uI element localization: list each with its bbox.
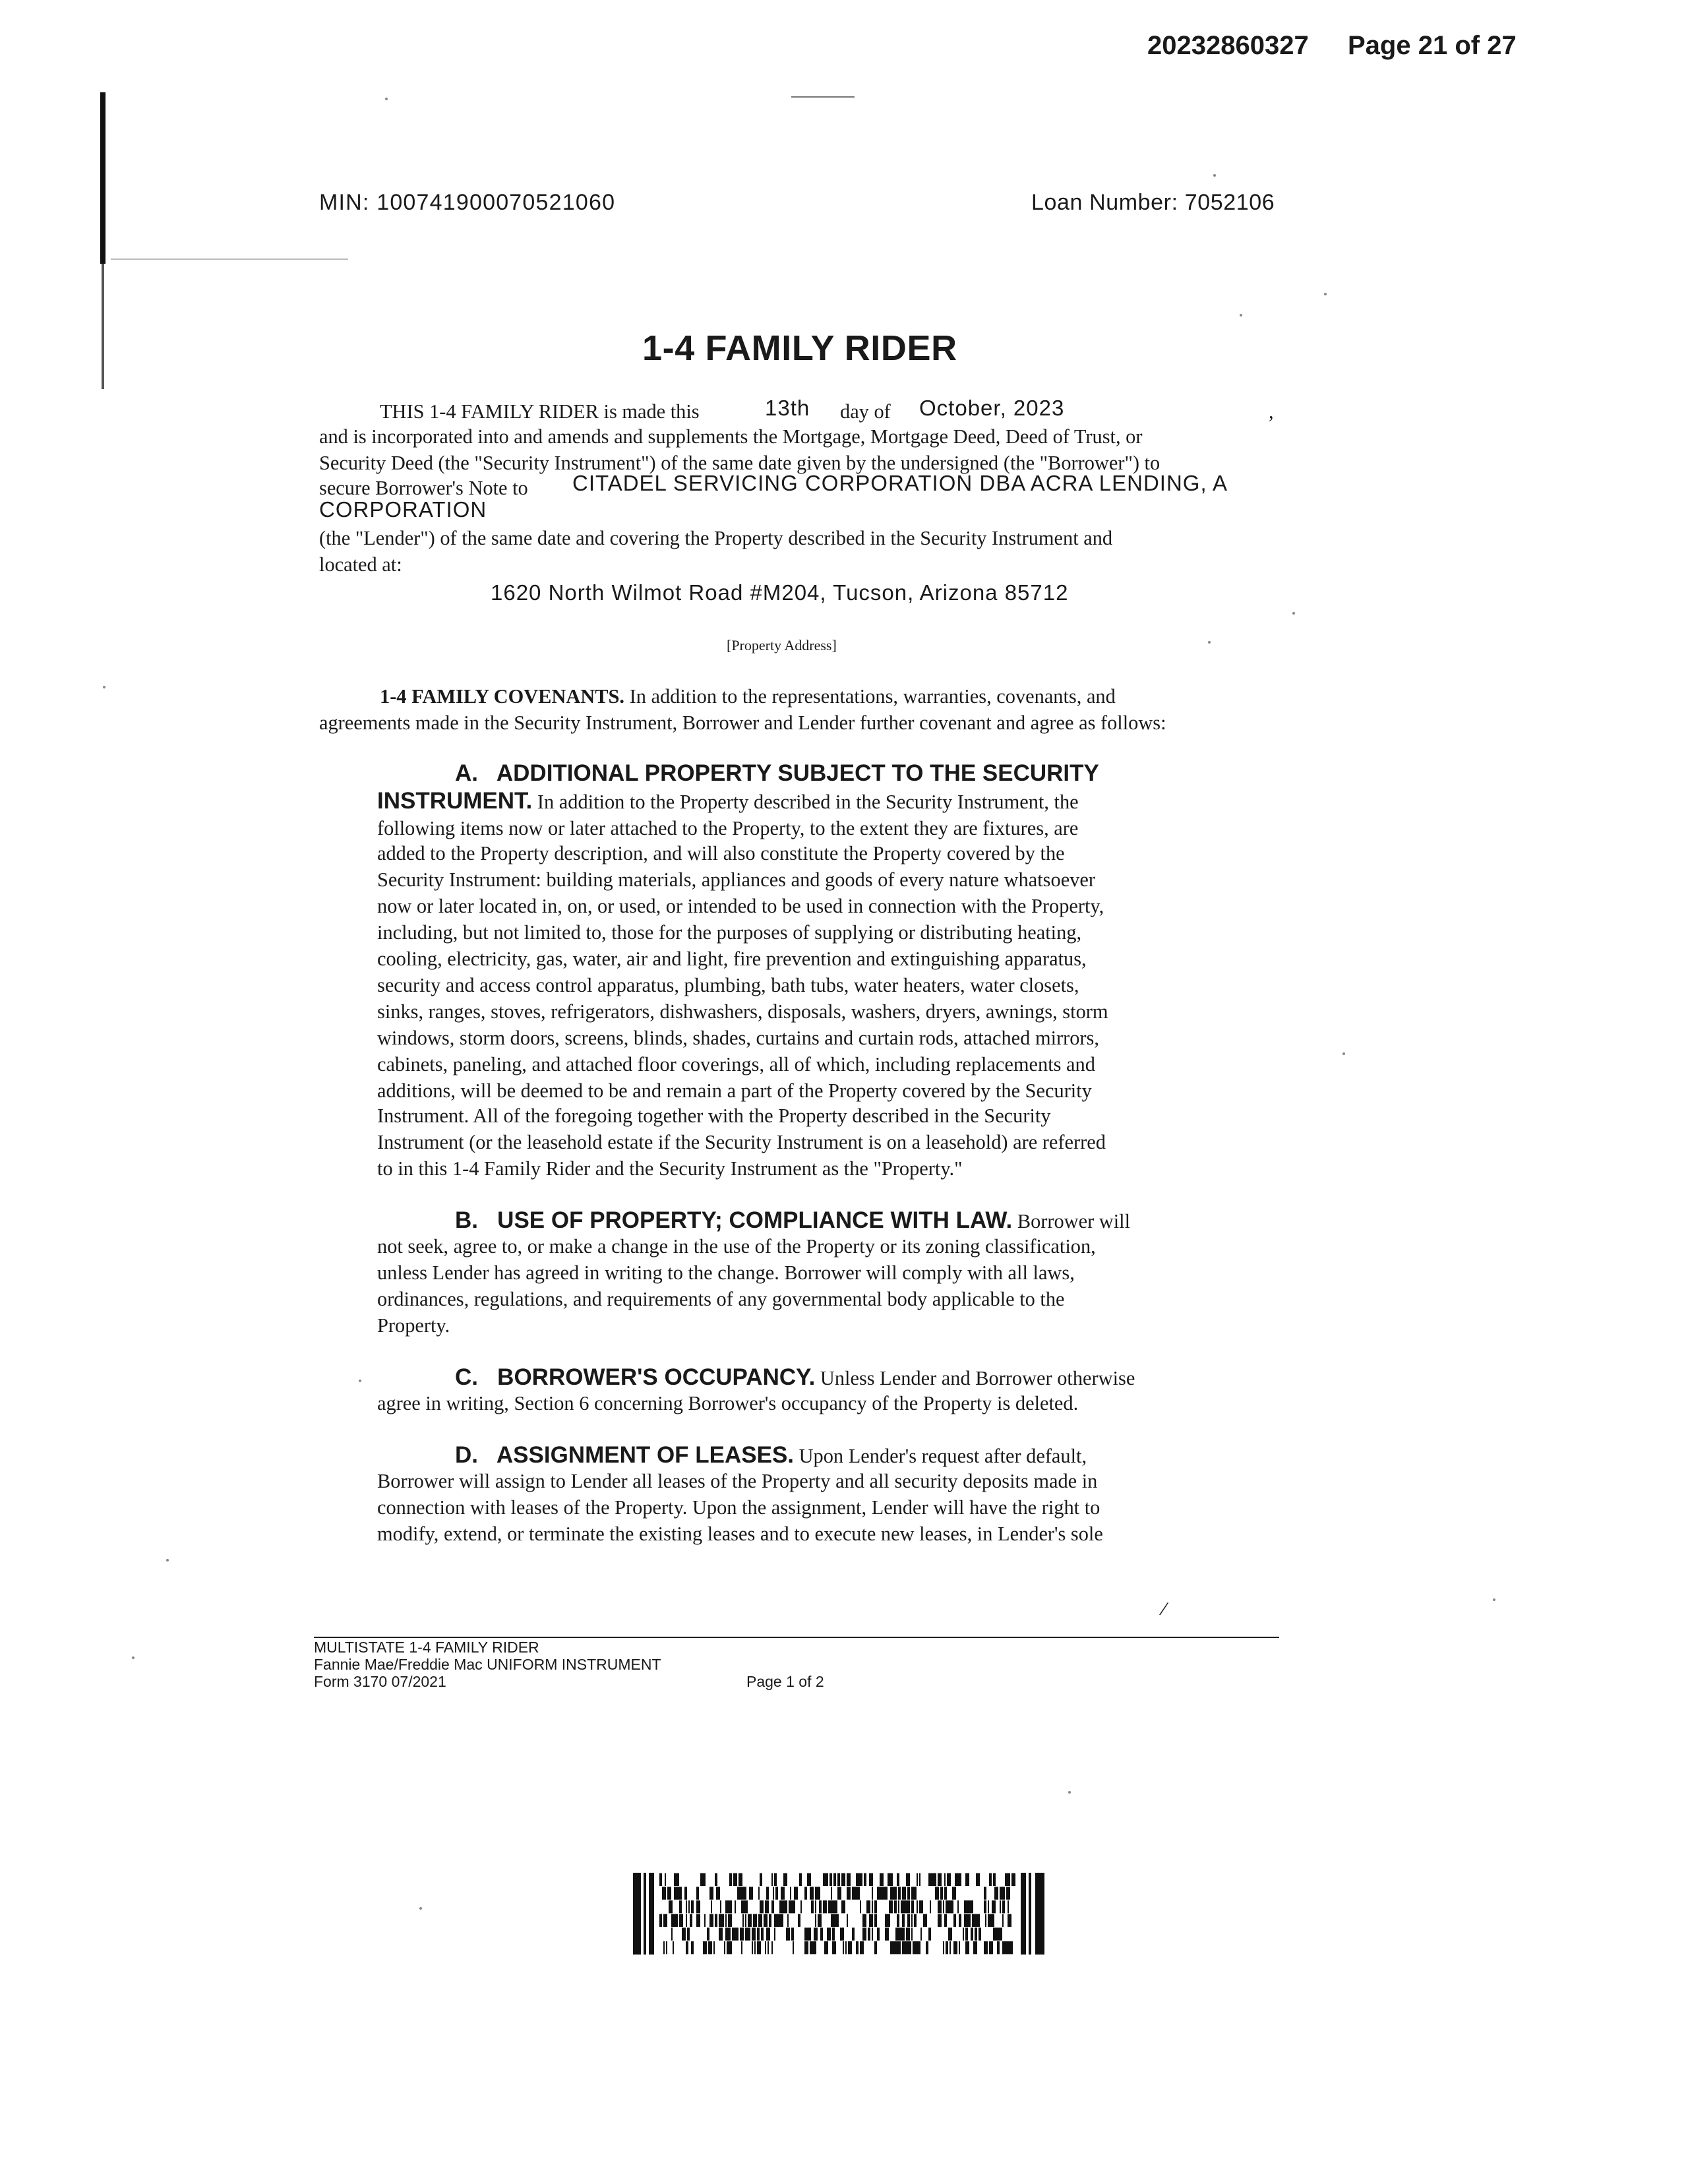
intro-line: Security Deed (the "Security Instrument") of the same date given by the undersigned (the "Borrower") to	[319, 452, 1160, 475]
scan-speck	[1292, 612, 1295, 615]
property-address-caption: [Property Address]	[727, 638, 837, 654]
intro-line: (the "Lender") of the same date and covering the Property described in the Security Instrument and	[319, 528, 1113, 550]
lender-name-cont: CORPORATION	[319, 499, 487, 522]
section-a-heading-cont: INSTRUMENT.	[377, 787, 533, 814]
intro-line: located at:	[319, 554, 402, 576]
footer-form-number: Form 3170 07/2021	[314, 1675, 446, 1691]
scan-edge-bar	[100, 92, 106, 264]
section-c-heading: C. BORROWER'S OCCUPANCY.	[455, 1364, 816, 1390]
intro-day-of: day of	[840, 401, 891, 423]
scan-speck	[132, 1656, 135, 1659]
section-a-line: now or later located in, on, or used, or intended to be used in connection with the Property,	[377, 895, 1104, 918]
section-a-line: security and access control apparatus, plumbing, bath tubs, water heaters, water closets,	[377, 975, 1079, 997]
intro-line-lead: secure Borrower's Note to	[319, 477, 528, 500]
section-b-line: unless Lender has agreed in writing to the change. Borrower will comply with all laws,	[377, 1262, 1075, 1285]
record-number: 20232860327	[1147, 32, 1309, 61]
section-d-text: Upon Lender's request after default,	[794, 1445, 1087, 1468]
covenants-intro-text: In addition to the representations, warranties, covenants, and	[624, 686, 1116, 708]
scan-mark	[791, 96, 855, 98]
scan-speck	[1342, 1052, 1345, 1055]
lender-name: CITADEL SERVICING CORPORATION DBA ACRA LENDING, A	[572, 472, 1228, 496]
scan-edge-bar-lower	[102, 264, 104, 389]
scan-speck	[1208, 641, 1211, 644]
section-c-text: Unless Lender and Borrower otherwise	[815, 1368, 1135, 1390]
scan-speck	[166, 1559, 169, 1562]
scan-speck	[385, 98, 388, 100]
covenants-heading: 1-4 FAMILY COVENANTS.	[380, 686, 624, 708]
scan-speck	[103, 686, 106, 688]
section-a-heading: A. ADDITIONAL PROPERTY SUBJECT TO THE SECURITY	[455, 760, 1099, 786]
section-a-line: additions, will be deemed to be and remain a part of the Property covered by the Security	[377, 1080, 1092, 1103]
section-b-line: not seek, agree to, or make a change in the use of the Property or its zoning classification,	[377, 1236, 1096, 1258]
footer-rule	[314, 1637, 1279, 1638]
barcode-icon	[633, 1873, 1044, 1955]
section-c-line: agree in writing, Section 6 concerning Borrower's occupancy of the Property is deleted.	[377, 1393, 1079, 1415]
footer-page: Page 1 of 2	[746, 1675, 824, 1691]
section-b-line: Property.	[377, 1315, 450, 1337]
section-d-heading: D. ASSIGNMENT OF LEASES.	[455, 1441, 795, 1468]
section-a-line: added to the Property description, and will also constitute the Property covered by the	[377, 843, 1065, 865]
footer-instrument: Fannie Mae/Freddie Mac UNIFORM INSTRUMENT	[314, 1658, 661, 1674]
section-a-line: windows, storm doors, screens, blinds, shades, curtains and curtain rods, attached mirrors,	[377, 1027, 1099, 1050]
section-d-line: Borrower will assign to Lender all leases of the Property and all security deposits made in	[377, 1471, 1098, 1493]
section-b-line1	[455, 1207, 1130, 1236]
section-a-line: Instrument. All of the foregoing together with the Property described in the Security	[377, 1105, 1051, 1128]
section-b-heading: B. USE OF PROPERTY; COMPLIANCE WITH LAW.	[455, 1207, 1013, 1233]
footer-form-title: MULTISTATE 1-4 FAMILY RIDER	[314, 1641, 539, 1656]
section-b-text: Borrower will	[1012, 1211, 1131, 1233]
section-a-line: following items now or later attached to the Property, to the extent they are fixtures, are	[377, 818, 1079, 840]
property-address: 1620 North Wilmot Road #M204, Tucson, Arizona 85712	[491, 582, 1069, 605]
loan-number: Loan Number: 7052106	[1031, 190, 1275, 215]
section-a-line: cabinets, paneling, and attached floor coverings, all of which, including replacements and	[377, 1054, 1095, 1076]
covenants-intro-line1	[380, 684, 1116, 711]
section-d-line: connection with leases of the Property. Upon the assignment, Lender will have the right to	[377, 1497, 1100, 1519]
scan-speck	[419, 1907, 422, 1910]
section-a-text: In addition to the Property described in the Security Instrument, the	[532, 791, 1079, 814]
scan-speck	[359, 1380, 361, 1382]
min-number: MIN: 100741900070521060	[319, 190, 616, 215]
section-d-line1	[455, 1441, 1087, 1471]
scan-speck	[1493, 1598, 1495, 1601]
section-a-line: Security Instrument: building materials, appliances and goods of every nature whatsoever	[377, 869, 1095, 892]
scan-speck	[1213, 174, 1216, 177]
scan-speck	[1324, 293, 1327, 295]
section-a-line: including, but not limited to, those for the purposes of supplying or distributing heating,	[377, 922, 1082, 944]
document-title: 1-4 FAMILY RIDER	[642, 328, 957, 368]
covenants-intro-line2: agreements made in the Security Instrument, Borrower and Lender further covenant and agree as follows:	[319, 712, 1166, 735]
section-c-line1	[455, 1364, 1135, 1393]
section-a-line: cooling, electricity, gas, water, air and light, fire prevention and extinguishing apparatus,	[377, 948, 1087, 971]
section-a-line: sinks, ranges, stoves, refrigerators, dishwashers, disposals, washers, dryers, awnings, storm	[377, 1001, 1108, 1023]
scan-speck	[1068, 1791, 1071, 1794]
intro-line: and is incorporated into and amends and supplements the Mortgage, Mortgage Deed, Deed of Trust, or	[319, 426, 1143, 448]
initial-mark: /	[1158, 1598, 1170, 1622]
section-a-line: Instrument (or the leasehold estate if the Security Instrument is on a leasehold) are referred	[377, 1132, 1106, 1154]
intro-date: October, 2023	[919, 397, 1065, 421]
scan-speck	[1240, 314, 1242, 317]
intro-comma: ,	[1269, 401, 1274, 423]
section-d-line: modify, extend, or terminate the existing leases and to execute new leases, in Lender's sole	[377, 1523, 1103, 1546]
page-label: Page 21 of 27	[1348, 32, 1517, 61]
section-b-line: ordinances, regulations, and requirements of any governmental body applicable to the	[377, 1289, 1065, 1311]
section-a-line: to in this 1-4 Family Rider and the Security Instrument as the "Property."	[377, 1158, 963, 1180]
section-a-line1	[377, 787, 1079, 816]
scan-mark	[111, 258, 348, 260]
intro-day: 13th	[765, 397, 810, 421]
intro-lead: THIS 1-4 FAMILY RIDER is made this	[380, 401, 700, 423]
